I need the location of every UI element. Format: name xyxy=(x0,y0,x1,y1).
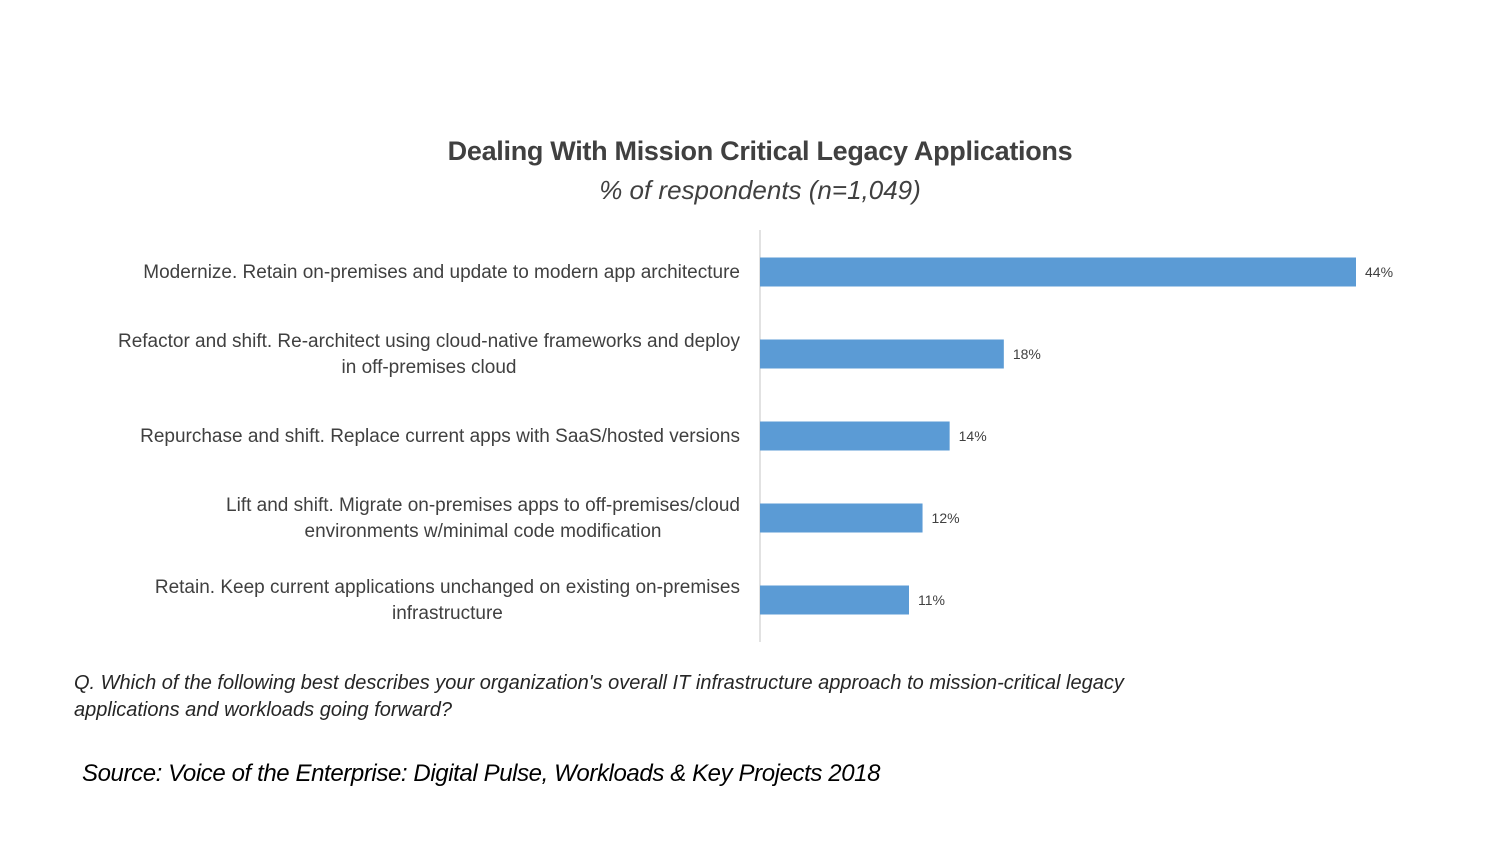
category-label-1: Modernize. Retain on-premises and update to modern app architecture xyxy=(143,262,740,283)
bar-2 xyxy=(760,340,1004,369)
source-note: Source: Voice of the Enterprise: Digital Pulse, Workloads & Key Projects 2018 xyxy=(82,760,881,787)
bar-3 xyxy=(760,422,950,451)
category-label-2: Refactor and shift. Re-architect using cloud-native frameworks and deploy in off-premises cloud xyxy=(117,331,740,378)
data-label-1: 44% xyxy=(1365,264,1394,280)
category-label-3: Repurchase and shift. Replace current apps with SaaS/hosted versions xyxy=(140,426,740,447)
bar-4 xyxy=(760,504,923,533)
data-label-4: 12% xyxy=(931,510,960,526)
bar-5 xyxy=(760,586,909,615)
category-label-4: Lift and shift. Migrate on-premises apps to off-premises/cloud environments w/minimal code modification xyxy=(226,495,740,542)
category-label-5: Retain. Keep current applications unchanged on existing on-premises infrastructure xyxy=(154,577,740,624)
chart-title: Dealing With Mission Critical Legacy Applications xyxy=(447,136,1073,166)
data-label-5: 11% xyxy=(918,592,945,608)
survey-question: Q. Which of the following best describes your organization's overall IT infrastructure approach to mission-critical legacy applications and workloads going forward? xyxy=(74,672,1124,721)
data-label-3: 14% xyxy=(958,428,987,444)
bar-1 xyxy=(760,258,1356,287)
data-label-2: 18% xyxy=(1012,346,1041,362)
chart-subtitle: % of respondents (n=1,049) xyxy=(599,175,921,205)
